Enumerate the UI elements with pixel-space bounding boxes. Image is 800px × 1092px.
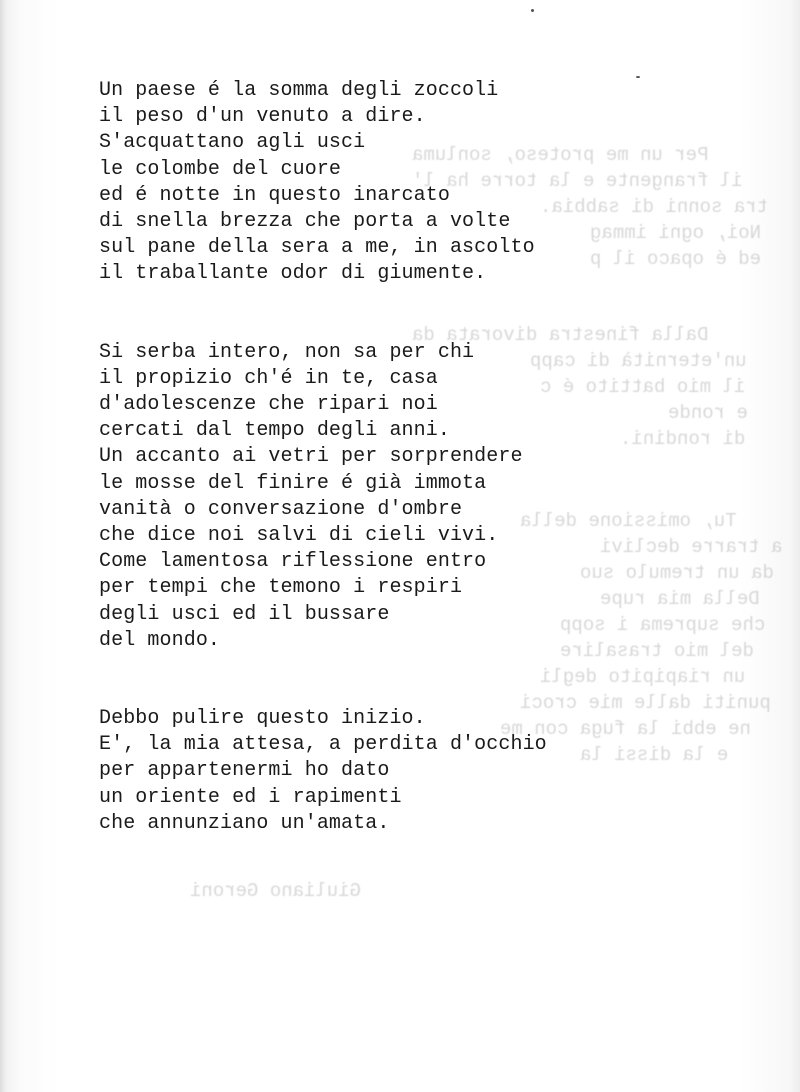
bleed-line: Dalla finestra divorata da (412, 324, 709, 346)
poem-line: ed é notte in questo inarcato (99, 183, 450, 207)
poem-line: le mosse del finire é già immota (99, 471, 487, 495)
poem-line: per tempi che temono i respiri (99, 576, 463, 600)
bleed-line: il frangente e la torre ha l' (412, 170, 743, 192)
poem-line: vanità o conversazione d'ombre (99, 497, 463, 521)
poem-line: sul pane della sera a me, in ascolto (99, 236, 535, 260)
bleed-line: tra sonni di sabbia. (540, 196, 769, 218)
bleed-line: Tu, omissione della (520, 510, 737, 532)
stanza-1 (99, 78, 547, 288)
bleed-line: ed é opaco il p (590, 248, 762, 270)
bleed-line: ne ebbi la fuga con me (500, 718, 751, 740)
bleed-line: un'eternità di capp (530, 350, 747, 372)
poem-line: Debbo pulire questo inizio. (99, 707, 426, 731)
bleed-line: Per un me proteso, sonluma (412, 144, 709, 166)
bleed-line: puniti dalle mie croci (520, 692, 771, 714)
poem-line: Si serba intero, non sa per chi (99, 340, 475, 364)
poem-line: di snella brezza che porta a volte (99, 210, 511, 234)
poem-line: il traballante odor di giumente. (99, 262, 487, 286)
poem-line: le colombe del cuore (99, 157, 342, 181)
bleed-line: e la dissi la (580, 744, 729, 766)
bleed-line: Della mia rupe (600, 588, 760, 610)
poem-line: che annunziano un'amata. (99, 811, 390, 835)
bleed-signature: Giuliano Geroni (190, 880, 362, 902)
poem-line: che dice noi salvi di cieli vivi. (99, 524, 499, 548)
poem-line: cercati dal tempo degli anni. (99, 419, 450, 443)
poem-line: Un accanto ai vetri per sorprendere (99, 445, 523, 469)
poem-line: Un paese é la somma degli zoccoli (99, 79, 499, 102)
stanza-2 (99, 340, 547, 654)
bleed-line: un riapipito degli (540, 666, 746, 688)
poem-line: d'adolescenze che ripari noi (99, 393, 438, 417)
poem-line: E', la mia attesa, a perdita d'occhio (99, 733, 547, 757)
bleed-line: da un tremulo suo (580, 562, 774, 584)
ink-speck (531, 9, 534, 12)
poem-line: il peso d'un venuto a dire. (99, 105, 426, 129)
bleed-line: Noi, ogni immag (590, 222, 762, 244)
poem-body (99, 78, 547, 837)
poem-line: del mondo. (99, 628, 221, 652)
poem-line: per appartenermi ho dato (99, 759, 390, 783)
poem-line: Come lamentosa riflessione entro (99, 550, 487, 574)
poem-line: un oriente ed i rapimenti (99, 785, 402, 809)
stanza-3 (99, 706, 547, 837)
poem-line: S'acquattano agli usci (99, 131, 366, 155)
ink-speck (636, 76, 640, 78)
poem-line: il propizio ch'é in te, casa (99, 366, 438, 390)
bleed-line: a trarre declivi (600, 536, 783, 558)
bleed-line: del mio trasalire (560, 640, 754, 662)
poem-line: degli usci ed il bussare (99, 602, 390, 626)
bleed-line: il mio battito é c (540, 376, 746, 398)
bleed-line: di rondini. (620, 428, 746, 450)
bleed-line: e ronde (668, 402, 748, 424)
bleed-line: che suprema i sopp (560, 614, 766, 636)
